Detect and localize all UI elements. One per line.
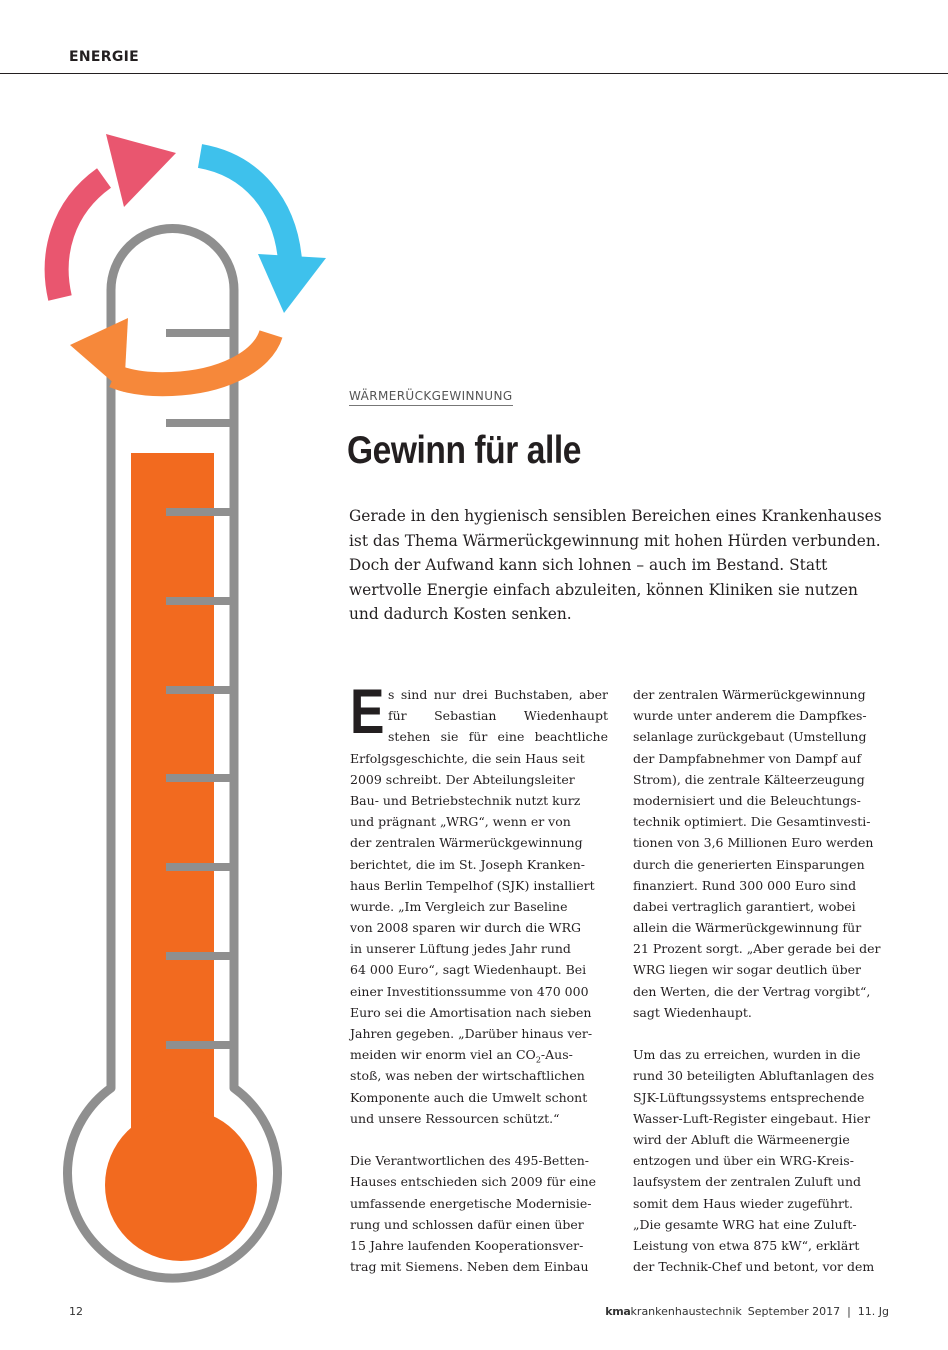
body-line: für Sebastian Wiedenhaupt: [388, 708, 608, 724]
body-line: wurde unter anderem die Dampfkes-: [633, 708, 867, 724]
footer-publication: [605, 1305, 889, 1318]
article-lead: [349, 504, 894, 627]
body-line: Leistung von etwa 875 kW“, erklärt: [633, 1237, 860, 1253]
paragraph: [350, 677, 608, 1129]
body-line: finanziert. Rund 300 000 Euro sind: [633, 877, 857, 893]
body-line: und unsere Ressourcen schützt.“: [350, 1110, 560, 1126]
body-line: wird der Abluft die Wärmeenergie: [633, 1131, 850, 1147]
body-line: der Technik-Chef und betont, vor dem: [633, 1259, 875, 1275]
body-line-co2: [350, 1044, 608, 1065]
body-line: haus Berlin Tempelhof (SJK) installiert: [350, 877, 595, 893]
body-line: selanlage zurückgebaut (Umstellung: [633, 729, 867, 745]
body-line: Euro sei die Amortisation nach sieben: [350, 1004, 592, 1020]
body-line: in unserer Lüftung jedes Jahr rund: [350, 941, 571, 957]
co2-subscript: 2: [535, 1055, 541, 1065]
drop-cap: E: [350, 677, 385, 747]
body-line: rund 30 beteiligten Abluftanlagen des: [633, 1068, 875, 1084]
paragraph: [633, 684, 891, 1023]
page-number: 12: [69, 1305, 83, 1318]
brand-kma: kma: [605, 1305, 631, 1318]
article-column-right: [633, 684, 891, 1277]
body-line: rung und schlossen dafür einen über: [350, 1216, 584, 1232]
paragraph-gap: [350, 1129, 608, 1150]
body-line: Wasser-Luft-Register eingebaut. Hier: [633, 1110, 871, 1126]
body-line: tionen von 3,6 Millionen Euro werden: [633, 835, 874, 851]
body-line: und prägnant „WRG“, wenn er von: [350, 814, 571, 830]
body-line: SJK-Lüftungssystems entsprechende: [633, 1089, 865, 1105]
body-line: technik optimiert. Die Gesamtinvesti-: [633, 814, 871, 830]
article-kicker: WÄRMERÜCKGEWINNUNG: [349, 388, 513, 406]
brand-name: krankenhaustechnik: [630, 1305, 742, 1318]
lead-line: Doch der Aufwand kann sich lohnen – auch im Bestand. Statt: [349, 556, 828, 575]
article-headline: Gewinn für alle: [347, 429, 581, 472]
thermometer-illustration: [0, 0, 340, 1290]
body-line: den Werten, die der Vertrag vorgibt“,: [633, 983, 871, 999]
body-line: modernisiert und die Beleuchtungs-: [633, 792, 861, 808]
paragraph: [633, 1044, 891, 1277]
body-line: Hauses entschieden sich 2009 für eine: [350, 1174, 597, 1190]
body-line: laufsystem der zentralen Zuluft und: [633, 1174, 862, 1190]
body-line: Jahren gegeben. „Darüber hinaus ver-: [350, 1026, 593, 1041]
body-line: „Die gesamte WRG hat eine Zuluft-: [633, 1216, 857, 1232]
body-line: der zentralen Wärmerückgewinnung: [350, 835, 583, 851]
co2-after: -Aus-: [540, 1047, 573, 1063]
body-line: durch die generierten Einsparungen: [633, 856, 865, 872]
body-line: 2009 schreibt. Der Abteilungsleiter: [350, 771, 575, 787]
body-line: Bau- und Betriebstechnik nutzt kurz: [350, 792, 581, 808]
co2-before: meiden wir enorm viel an CO: [350, 1047, 536, 1063]
body-line: Erfolgsgeschichte, die sein Haus seit: [350, 750, 585, 766]
body-line: der zentralen Wärmerückgewinnung: [633, 687, 866, 702]
arrow-blue-icon: [200, 156, 326, 313]
lead-line: ist das Thema Wärmerückgewinnung mit hohen Hürden verbunden.: [349, 531, 881, 550]
body-line: von 2008 sparen wir durch die WRG: [350, 920, 581, 936]
lead-line: und dadurch Kosten senken.: [349, 605, 572, 624]
section-label: ENERGIE: [69, 49, 139, 65]
body-line: berichtet, die im St. Joseph Kranken-: [350, 856, 585, 872]
body-line: umfassende energetische Modernisie-: [350, 1195, 592, 1211]
body-line: der Dampfabnehmer von Dampf auf: [633, 750, 862, 766]
body-line: Komponente auch die Umwelt schont: [350, 1089, 588, 1105]
body-line: trag mit Siemens. Neben dem Einbau: [350, 1259, 589, 1275]
body-line: Die Verantwortlichen des 495-Betten-: [350, 1153, 590, 1169]
issue-info: September 2017 | 11. Jg: [747, 1305, 889, 1318]
body-line: stehen sie für eine beachtliche: [388, 729, 608, 745]
body-line: 21 Prozent sorgt. „Aber gerade bei der: [633, 941, 881, 957]
thermometer-bulb: [105, 1109, 257, 1261]
paragraph: [350, 1150, 608, 1277]
body-line: somit dem Haus wieder zugeführt.: [633, 1195, 853, 1211]
article-column-left: [350, 677, 608, 1277]
body-line: s sind nur drei Buchstaben, aber: [388, 687, 608, 702]
body-line: einer Investitionssumme von 470 000: [350, 983, 589, 999]
body-line: Um das zu erreichen, wurden in die: [633, 1047, 861, 1063]
body-line: entzogen und über ein WRG-Kreis-: [633, 1153, 854, 1169]
body-line: 64 000 Euro“, sagt Wiedenhaupt. Bei: [350, 962, 587, 978]
body-line: sagt Wiedenhaupt.: [633, 1004, 752, 1020]
body-line: stoß, was neben der wirtschaftlichen: [350, 1068, 585, 1084]
body-line: dabei vertraglich garantiert, wobei: [633, 898, 856, 914]
body-line: WRG liegen wir sogar deutlich über: [633, 962, 861, 978]
body-line: Strom), die zentrale Kälteerzeugung: [633, 771, 865, 787]
lead-line: Gerade in den hygienisch sensiblen Bereichen eines Krankenhauses: [349, 507, 882, 525]
body-line: wurde. „Im Vergleich zur Baseline: [350, 898, 568, 914]
body-line: 15 Jahre laufenden Kooperationsver-: [350, 1237, 584, 1253]
paragraph-gap: [633, 1023, 891, 1044]
lead-line: wertvolle Energie einfach abzuleiten, können Kliniken sie nutzen: [349, 580, 858, 599]
body-line: allein die Wärmerückgewinnung für: [633, 920, 862, 936]
